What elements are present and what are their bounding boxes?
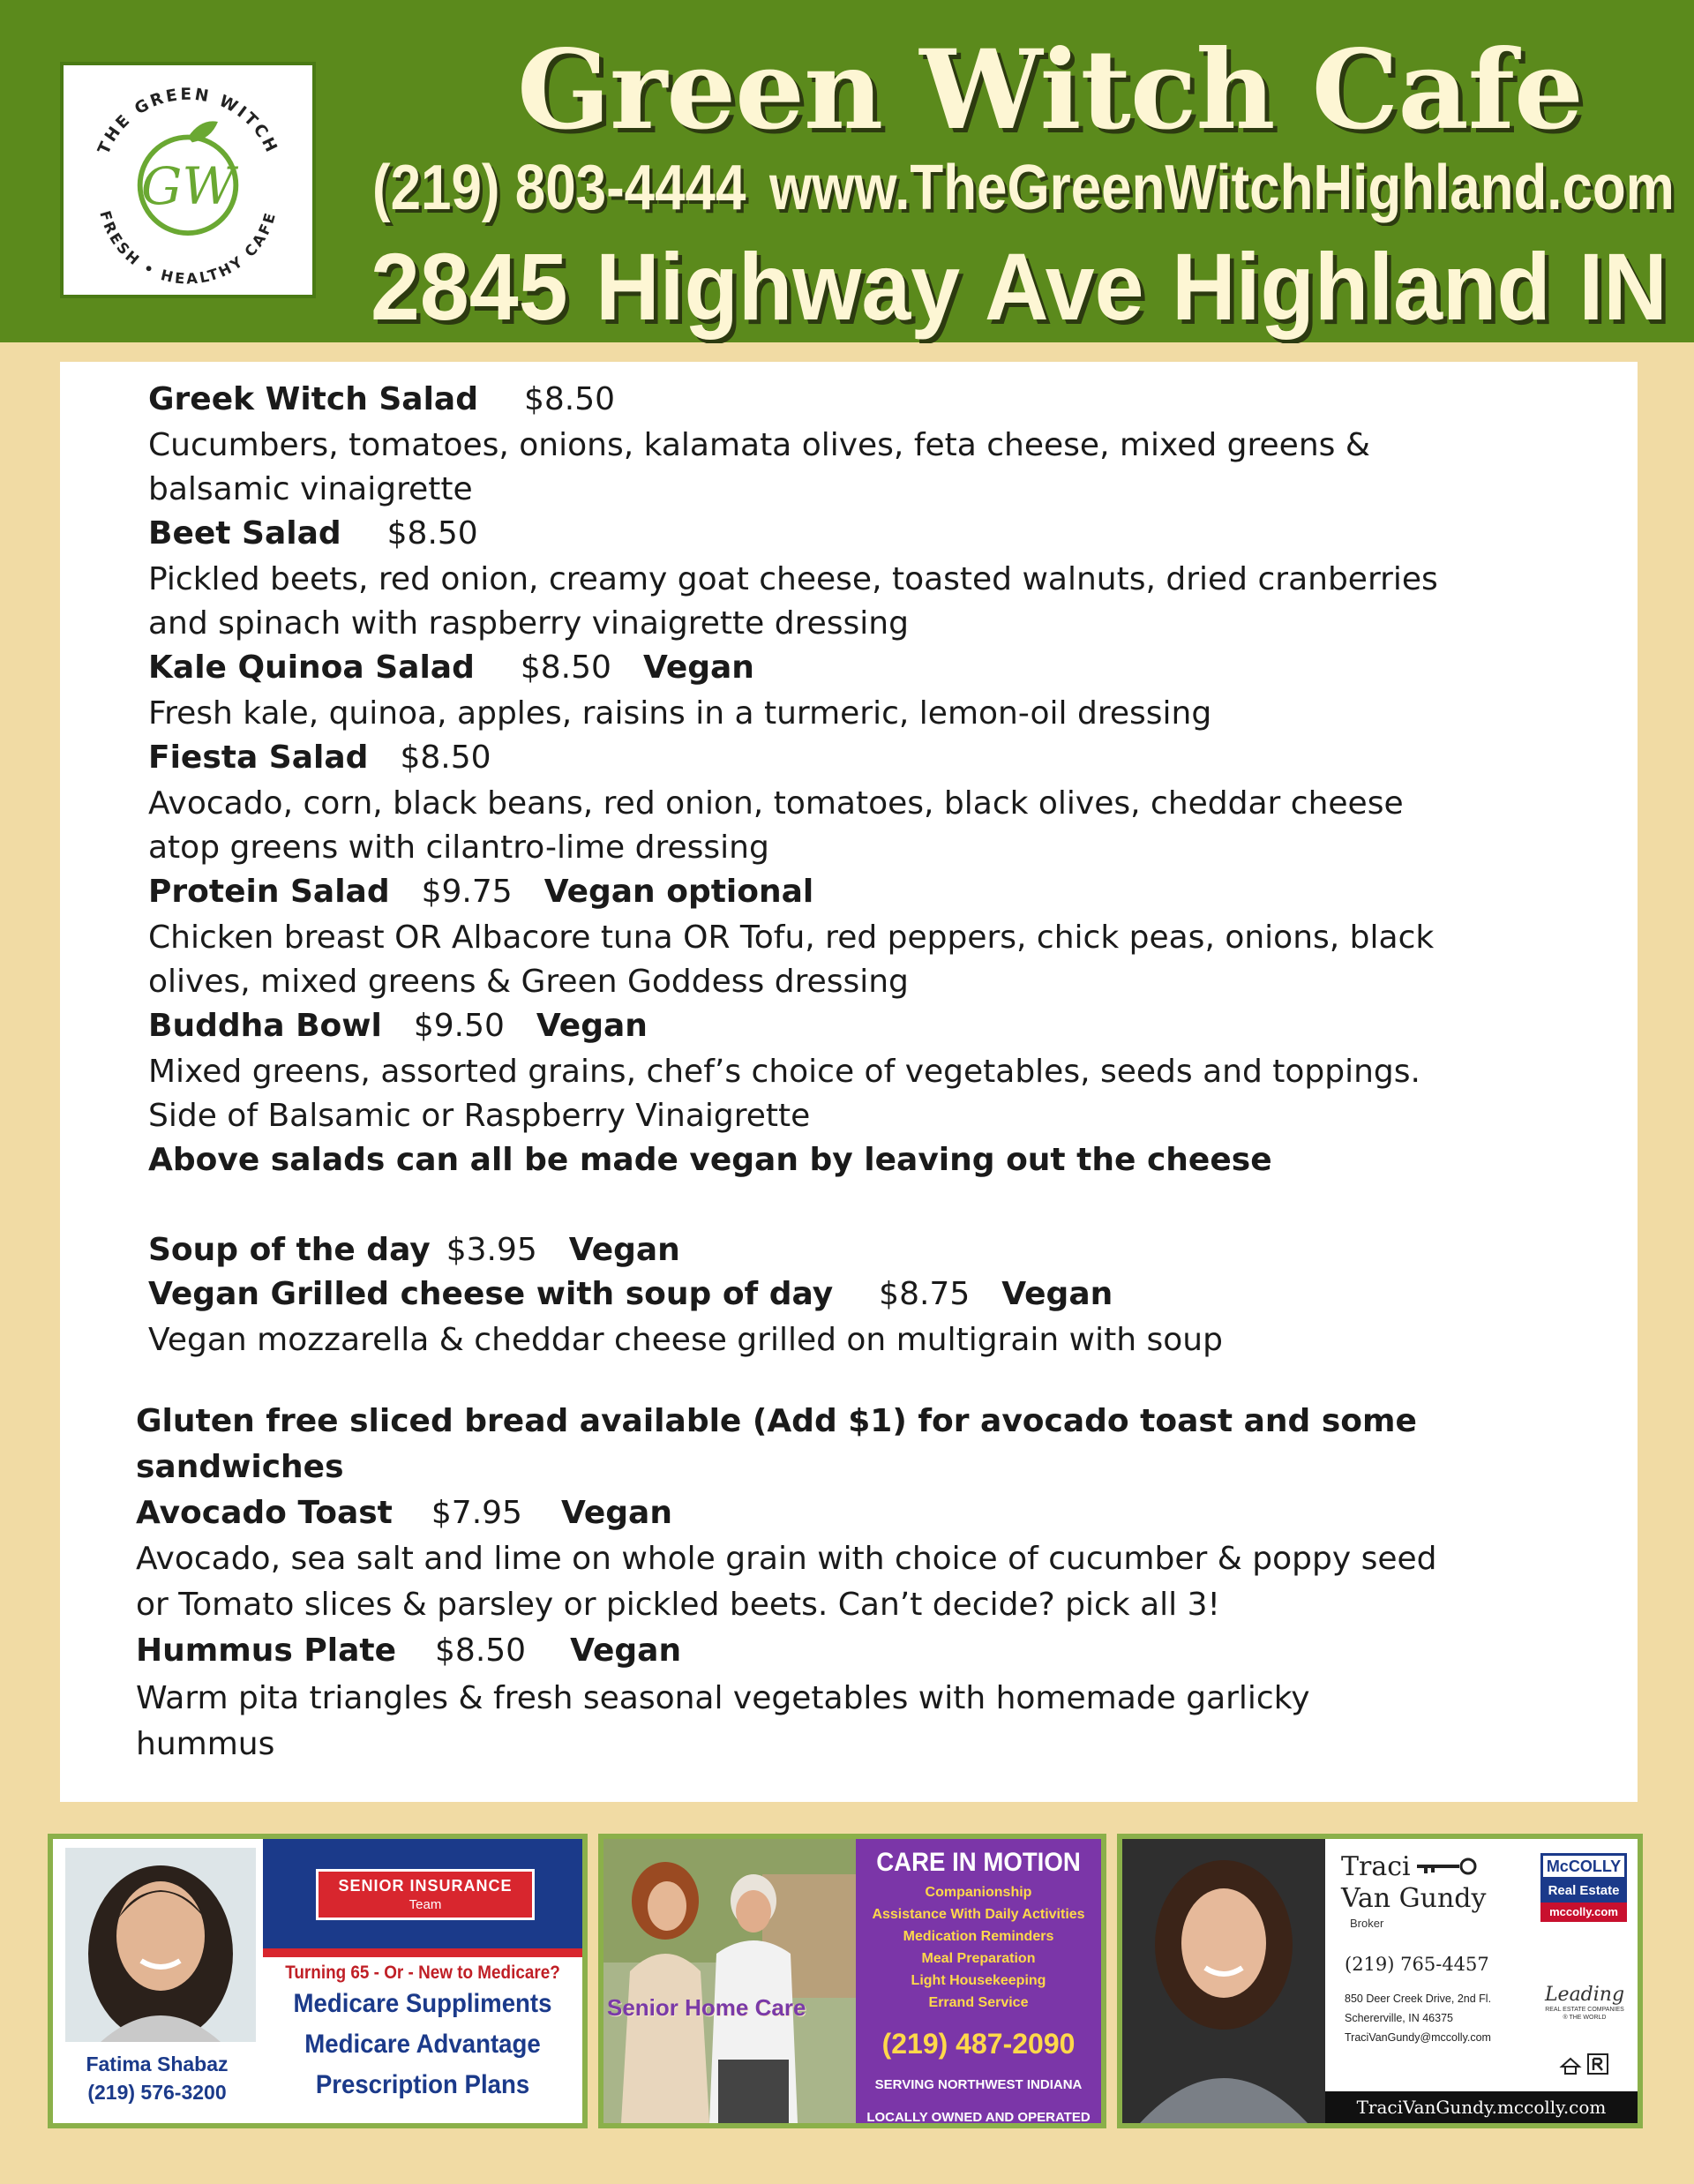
realtor-phone[interactable]: (219) 765-4457 xyxy=(1345,1954,1489,1975)
svg-text:GW: GW xyxy=(140,156,236,217)
item-price: $9.50 xyxy=(413,1008,505,1044)
care-footer-line: SERVING NORTHWEST INDIANA xyxy=(874,2077,1083,2092)
item-price: $8.50 xyxy=(435,1632,527,1669)
realtor-email[interactable]: TraciVanGundy@mccolly.com xyxy=(1345,2031,1491,2044)
item-name: Fiesta Salad xyxy=(148,739,369,776)
menu-item-heading xyxy=(136,1629,681,1673)
address-line: 850 Deer Creek Drive, 2nd Fl. xyxy=(1345,1993,1492,2005)
care-service: Light Housekeeping xyxy=(911,1973,1046,1988)
ad-care-in-motion[interactable] xyxy=(598,1834,1106,2128)
ad-realtor[interactable] xyxy=(1117,1834,1643,2128)
item-description: and spinach with raspberry vinaigrette dressing xyxy=(148,605,909,642)
realtor-business-card xyxy=(1325,1839,1638,2123)
leading-subtitle: REAL ESTATE COMPANIES xyxy=(1545,2007,1624,2013)
care-footer-line: LOCALLY OWNED AND OPERATED xyxy=(866,2110,1091,2125)
item-name: Soup of the day xyxy=(148,1232,431,1268)
brand-line: McCOLLY xyxy=(1540,1853,1627,1880)
item-diet-tag: Vegan xyxy=(570,1632,682,1669)
care-info-panel xyxy=(856,1839,1101,2123)
divider xyxy=(263,1948,582,1957)
item-description: Vegan mozzarella & cheddar cheese grilled on multigrain with soup xyxy=(148,1322,1223,1358)
ad-senior-insurance[interactable] xyxy=(48,1834,588,2128)
item-name: Kale Quinoa Salad xyxy=(148,649,475,686)
care-phone[interactable]: (219) 487-2090 xyxy=(881,2028,1076,2060)
realtor-first-name: Traci xyxy=(1341,1851,1411,1882)
leading-word: Leading xyxy=(1544,1984,1625,2006)
item-diet-tag: Vegan xyxy=(560,1495,672,1531)
item-name: Avocado Toast xyxy=(136,1495,393,1531)
item-price: $9.75 xyxy=(421,874,513,910)
realtor-last-name: Van Gundy xyxy=(1341,1883,1487,1914)
service-line: Medicare Suppliments xyxy=(293,1989,552,2018)
item-name: Vegan Grilled cheese with soup of day xyxy=(148,1276,834,1312)
item-description: Pickled beets, red onion, creamy goat cheese, toasted walnuts, dried cranberries xyxy=(148,561,1438,597)
item-price: $8.50 xyxy=(524,381,616,417)
menu-item-heading xyxy=(136,1491,672,1535)
care-service: Meal Preparation xyxy=(921,1951,1036,1966)
item-description: Fresh kale, quinoa, apples, raisins in a turmeric, lemon-oil dressing xyxy=(148,695,1212,732)
item-description: atop greens with cilantro-lime dressing xyxy=(148,829,769,866)
agent-photo xyxy=(65,1848,256,2042)
cafe-logo xyxy=(60,62,316,298)
menu-item-heading xyxy=(148,1228,680,1272)
agent-phone[interactable]: (219) 576-3200 xyxy=(87,2081,227,2104)
menu-item-heading xyxy=(148,646,754,690)
agent-name: Fatima Shabaz xyxy=(86,2053,229,2075)
item-diet-tag: Vegan xyxy=(642,649,754,686)
menu-item-heading xyxy=(148,1004,648,1048)
item-description: Side of Balsamic or Raspberry Vinaigrette xyxy=(148,1098,811,1134)
realtor-role: Broker xyxy=(1350,1917,1384,1930)
item-name: Greek Witch Salad xyxy=(148,381,478,417)
item-name: Beet Salad xyxy=(148,515,341,552)
item-description: Cucumbers, tomatoes, onions, kalamata olives, feta cheese, mixed greens & xyxy=(148,427,1370,463)
cafe-address: 2845 Highway Ave Highland IN xyxy=(371,233,1668,340)
gluten-free-note: sandwiches xyxy=(136,1449,344,1485)
item-price: $7.95 xyxy=(431,1495,522,1531)
item-description: or Tomato slices & parsley or pickled beets. Can’t decide? pick all 3! xyxy=(136,1587,1220,1623)
item-price: $8.50 xyxy=(400,739,491,776)
item-description: Avocado, sea salt and lime on whole grain with choice of cucumber & poppy seed xyxy=(136,1541,1437,1577)
item-description: Chicken breast OR Albacore tuna OR Tofu, red peppers, chick peas, onions, black xyxy=(148,919,1435,956)
salad-vegan-note: Above salads can all be made vegan by leaving out the cheese xyxy=(148,1142,1272,1178)
item-description: hummus xyxy=(136,1726,275,1762)
logo-line-2: Team xyxy=(409,1897,442,1912)
item-description: olives, mixed greens & Green Goddess dressing xyxy=(148,964,909,1000)
insurance-brand-block xyxy=(263,1839,582,1948)
menu-item-heading xyxy=(148,870,813,914)
key-icon xyxy=(1417,1857,1479,1876)
item-name: Hummus Plate xyxy=(136,1632,397,1669)
item-price: $3.95 xyxy=(446,1232,537,1268)
senior-insurance-logo xyxy=(316,1869,535,1920)
item-diet-tag: Vegan xyxy=(1001,1276,1113,1312)
item-description: Mixed greens, assorted grains, chef’s choice of vegetables, seeds and toppings. xyxy=(148,1054,1420,1090)
menu-panel xyxy=(60,362,1638,1802)
brand-line: Real Estate xyxy=(1540,1880,1627,1903)
senior-home-care-label: Senior Home Care xyxy=(607,1994,806,2021)
item-name: Protein Salad xyxy=(148,874,390,910)
item-diet-tag: Vegan xyxy=(536,1008,648,1044)
item-diet-tag: Vegan xyxy=(568,1232,680,1268)
realtor-address xyxy=(1345,1989,1491,2047)
logo-emblem-icon xyxy=(64,65,312,295)
realtor-website-link[interactable]: TraciVanGundy.mccolly.com xyxy=(1325,2091,1638,2123)
svg-text:THE GREEN WITCH: THE GREEN WITCH xyxy=(94,85,281,158)
care-title: CARE IN MOTION xyxy=(876,1848,1081,1877)
item-description: Avocado, corn, black beans, red onion, tomatoes, black olives, cheddar cheese xyxy=(148,785,1404,822)
item-description: Warm pita triangles & fresh seasonal vegetables with homemade garlicky xyxy=(136,1680,1310,1716)
logo-line-1: SENIOR INSURANCE xyxy=(338,1877,513,1895)
item-price: $8.50 xyxy=(386,515,478,552)
item-price: $8.75 xyxy=(879,1276,971,1312)
gluten-free-note: Gluten free sliced bread available (Add $1) for avocado toast and some xyxy=(136,1403,1417,1439)
menu-item-heading xyxy=(148,512,478,556)
medicare-question: Turning 65 - Or - New to Medicare? xyxy=(285,1963,560,1983)
care-services-list xyxy=(856,1881,1101,2014)
menu-item-heading xyxy=(148,1272,1113,1317)
item-price: $8.50 xyxy=(520,649,611,686)
caregiver-photo xyxy=(603,1839,856,2123)
cafe-website-link[interactable]: www.TheGreenWitchHighland.com xyxy=(769,153,1675,223)
cafe-title: Green Witch Cafe xyxy=(517,26,1583,154)
realtor-photo xyxy=(1122,1839,1325,2123)
brand-line: mccolly.com xyxy=(1540,1903,1627,1922)
leading-re-logo xyxy=(1540,1984,1629,2022)
service-line: Medicare Advantage xyxy=(304,2030,541,2059)
address-line: Schererville, IN 46375 xyxy=(1345,2012,1453,2024)
item-name: Buddha Bowl xyxy=(148,1008,382,1044)
item-description: balsamic vinaigrette xyxy=(148,471,473,507)
leading-subtitle: ® THE WORLD xyxy=(1563,2015,1607,2021)
item-diet-tag: Vegan optional xyxy=(543,874,814,910)
menu-item-heading xyxy=(148,736,491,780)
service-line: Prescription Plans xyxy=(315,2070,530,2099)
care-service: Assistance With Daily Activities xyxy=(872,1907,1085,1922)
header-banner xyxy=(0,0,1694,342)
menu-item-heading xyxy=(148,378,615,422)
svg-text:FRESH • HEALTHY CAFE: FRESH • HEALTHY CAFE xyxy=(96,208,280,288)
care-service: Errand Service xyxy=(928,1995,1029,2010)
care-service: Companionship xyxy=(925,1885,1032,1900)
equal-housing-realtor-icon xyxy=(1558,2051,1611,2077)
cafe-phone[interactable]: (219) 803-4444 xyxy=(372,153,746,223)
mccolly-logo xyxy=(1540,1853,1627,1924)
care-service: Medication Reminders xyxy=(903,1929,1054,1944)
